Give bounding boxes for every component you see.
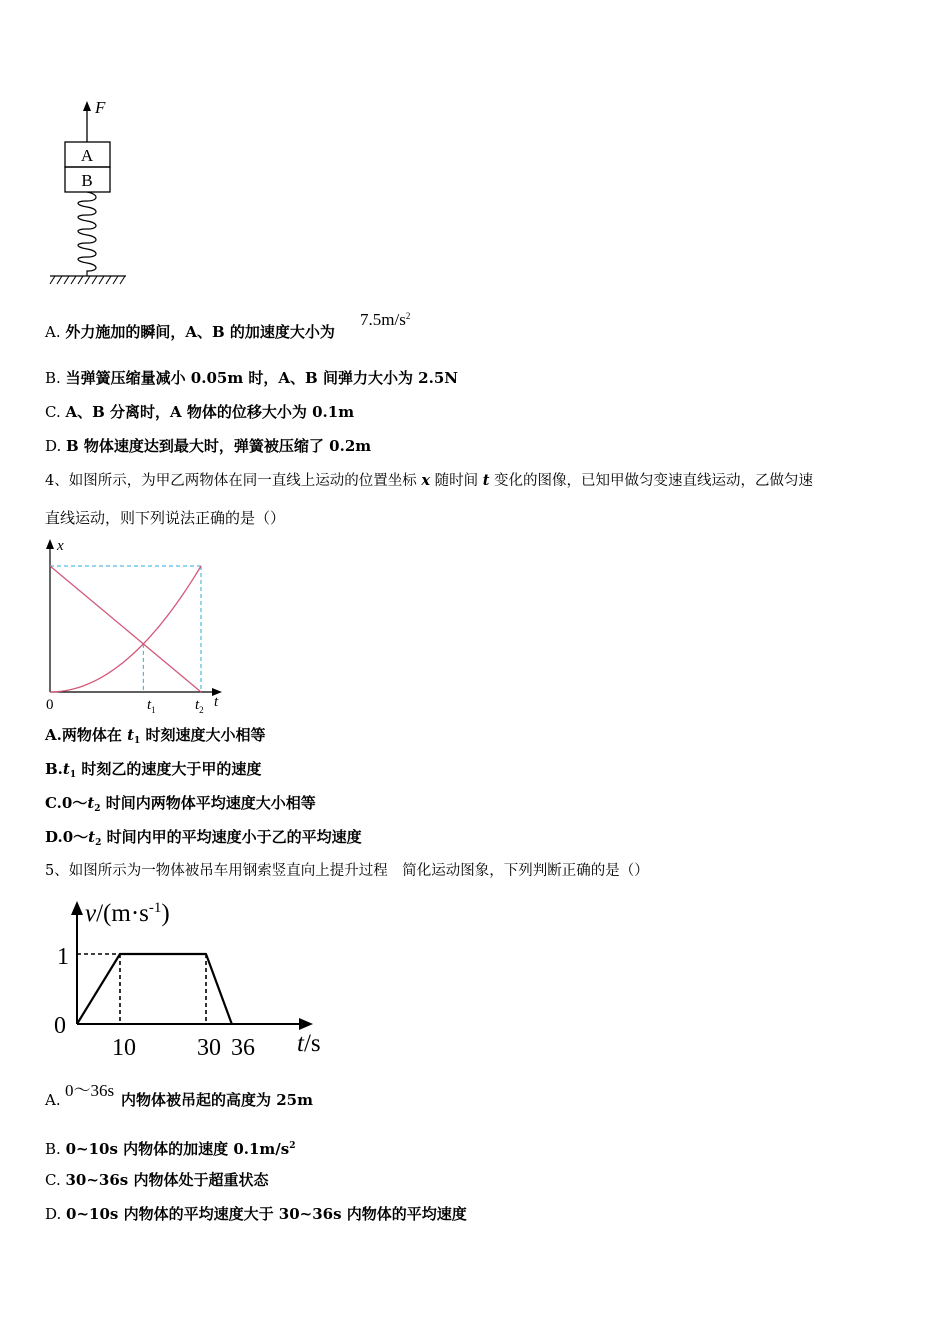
q5-option-c	[45, 1170, 268, 1190]
x-label-var: t	[297, 1030, 304, 1057]
tick-sub: 1	[151, 705, 156, 715]
x-axis-arrow	[299, 1018, 313, 1030]
option-sub: 2	[95, 838, 102, 848]
option-sup: 2	[289, 1141, 296, 1151]
q3-option-a-math	[360, 310, 410, 330]
xt-graph	[40, 534, 240, 716]
q5-option-b	[45, 1136, 296, 1159]
math-value: 7.5m/s	[360, 310, 406, 329]
option-post: 时刻乙的速度大于甲的速度	[76, 760, 262, 778]
option-prefix: C.	[45, 1171, 66, 1189]
y-axis-arrow	[71, 901, 83, 915]
q3-option-d	[45, 436, 371, 456]
option-text: 0~10s 内物体的加速度 0.1m/s	[65, 1140, 290, 1158]
y-label-unit: /(m·s	[96, 900, 149, 927]
math-sup: 2	[405, 311, 411, 321]
tick-var: t	[195, 697, 200, 713]
option-pre: B.	[45, 760, 63, 778]
stem-text: 直线运动，则下列说法正确的是（）	[45, 509, 286, 527]
ground-hatching	[50, 276, 125, 284]
option-text: 内物体被吊起的高度为 25m	[121, 1091, 313, 1109]
option-prefix: A.	[45, 1091, 61, 1109]
option-text: 30~36s 内物体处于超重状态	[65, 1171, 269, 1189]
tick-sub: 2	[199, 705, 204, 715]
y-label-close: )	[161, 900, 170, 927]
tick-label-t2	[195, 697, 204, 715]
force-arrowhead	[83, 101, 91, 111]
q4-option-c	[45, 793, 316, 819]
svg-text:t2	[195, 697, 204, 715]
spring-blocks-figure	[40, 95, 140, 290]
stem-var-x: x	[421, 472, 430, 489]
q4-option-b	[45, 759, 261, 785]
option-sub: 1	[69, 770, 77, 780]
q5-option-d	[45, 1204, 467, 1224]
block-b-label: B	[81, 171, 93, 190]
q5-option-a-text	[121, 1090, 313, 1110]
option-var: t	[88, 828, 96, 846]
q4-option-a	[45, 725, 266, 751]
option-prefix: D.	[45, 1205, 67, 1223]
option-prefix: C.	[45, 403, 66, 421]
q5-option-a-math	[65, 1076, 114, 1101]
q3-option-a	[45, 322, 335, 342]
option-text: A、B 分离时，A 物体的位移大小为 0.1m	[65, 403, 355, 421]
option-prefix: A.	[45, 323, 66, 341]
option-text: 0~10s 内物体的平均速度大于 30~36s 内物体的平均速度	[66, 1205, 467, 1223]
option-sub: 2	[94, 804, 101, 814]
option-prefix: B.	[45, 1140, 66, 1158]
option-text: 当弹簧压缩量减小 0.05m 时，A、B 间弹力大小为 2.5N	[65, 369, 458, 387]
block-a-label: A	[80, 146, 94, 165]
origin-label: 0	[54, 1013, 66, 1039]
option-var: t	[87, 794, 95, 812]
force-label: F	[95, 98, 106, 117]
x-axis-label	[297, 1030, 321, 1057]
option-post: 时刻速度大小相等	[140, 726, 266, 744]
y-axis-arrow	[46, 539, 54, 549]
vt-graph	[45, 893, 340, 1063]
option-prefix: B.	[45, 369, 66, 387]
series-velocity	[77, 954, 232, 1024]
option-sub: 1	[134, 736, 141, 746]
option-var: t	[62, 760, 70, 778]
q4-stem-line2	[45, 508, 285, 528]
tick-label-t1	[147, 697, 156, 715]
q3-option-c	[45, 402, 354, 422]
q3-option-b	[45, 368, 458, 388]
svg-text:t1	[147, 697, 156, 715]
y-axis-label-full	[85, 900, 170, 927]
x-tick-label-30: 30	[197, 1035, 221, 1061]
y-label-sup: -1	[148, 900, 162, 916]
option-post: 时间内甲的平均速度小于乙的平均速度	[101, 828, 362, 846]
series-group	[77, 954, 232, 1024]
option-pre: C.0～	[45, 794, 88, 812]
spring	[78, 192, 96, 276]
option-post: 时间内两物体平均速度大小相等	[100, 794, 316, 812]
option-text: B 物体速度达到最大时，弹簧被压缩了 0.2m	[66, 437, 372, 455]
option-prefix: D.	[45, 437, 67, 455]
q5-stem	[45, 861, 649, 881]
x-tick-label-36: 36	[231, 1035, 255, 1061]
q4-stem-line1	[45, 471, 813, 491]
x-tick-label-10: 10	[112, 1035, 136, 1061]
q4-option-d	[45, 827, 362, 853]
x-label-unit: /s	[303, 1030, 321, 1057]
tick-var: t	[147, 697, 152, 713]
y-tick-label-1: 1	[57, 944, 69, 970]
series-yi-line	[50, 566, 201, 692]
reference-lines	[77, 954, 206, 1024]
stem-text: 4、如图所示，为甲乙两物体在同一直线上运动的位置坐标	[45, 473, 422, 489]
stem-var-t: t	[482, 472, 490, 489]
stem-text: 变化的图像，已知甲做匀变速直线运动，乙做匀速	[489, 473, 814, 489]
option-pre: D.0～	[45, 828, 89, 846]
series-group	[50, 566, 201, 692]
y-axis-label: x	[57, 538, 64, 554]
x-axis-label: t	[214, 694, 219, 710]
option-text: 外力施加的瞬间，A、B 的加速度大小为	[65, 323, 335, 341]
origin-label: 0	[46, 697, 54, 713]
stem-text: 随时间	[430, 473, 483, 489]
stem-text: 5、如图所示为一物体被吊车用钢索竖直向上提升过程 简化运动图象，下列判断正确的是（）	[45, 863, 649, 879]
option-var: t	[127, 726, 135, 744]
option-pre: A.两物体在	[45, 726, 128, 744]
q5-option-a	[45, 1090, 61, 1110]
math-value: 0～36s	[65, 1081, 115, 1100]
y-label-var: v	[85, 900, 97, 927]
